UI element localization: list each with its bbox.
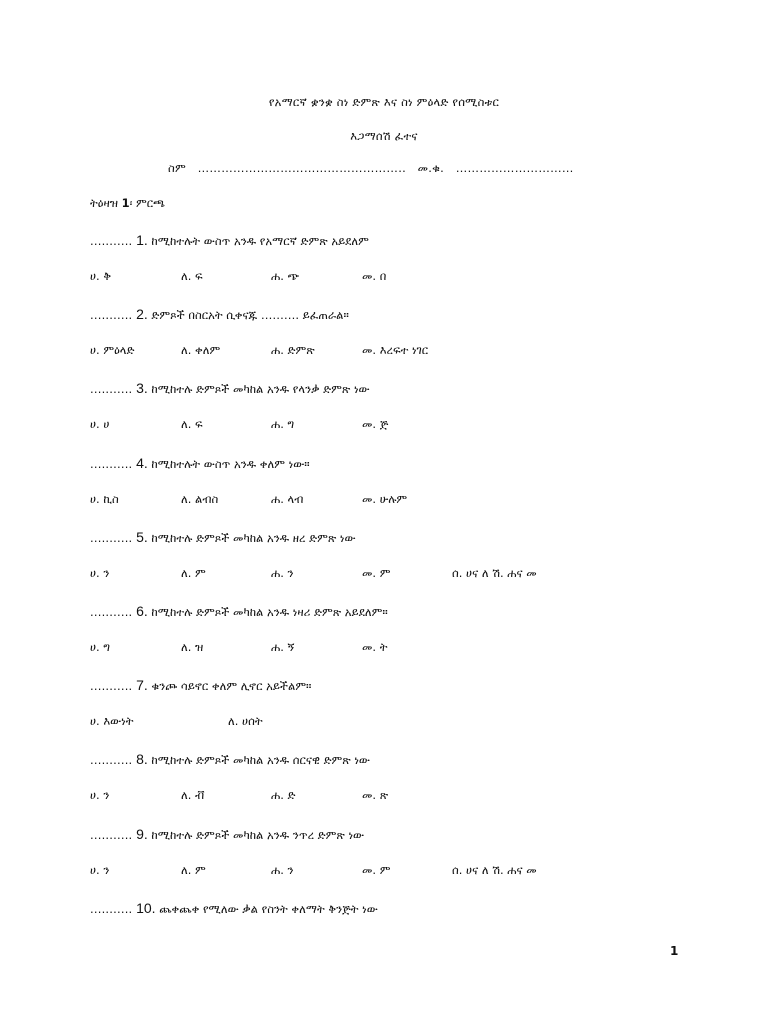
option-item[interactable]: ሀ. ኪስ: [90, 491, 119, 506]
option-item[interactable]: ለ. ፍ: [181, 269, 203, 283]
question-item: [90, 232, 369, 249]
question-item: [90, 306, 349, 323]
option-item[interactable]: ሐ. ን: [271, 565, 294, 580]
option-item[interactable]: ሀ. ን: [90, 862, 110, 877]
question-text: ከሚከተሉት ውስጥ አንዱ ቀለም ነው።: [147, 456, 310, 471]
option-item[interactable]: ሀ. ሀ: [90, 417, 110, 432]
question-item: [90, 900, 378, 917]
section-number: 1: [121, 196, 130, 210]
option-item[interactable]: ሀ. ግ: [90, 640, 110, 654]
answer-blank[interactable]: ...........: [90, 308, 133, 323]
option-item[interactable]: ሰ. ሀና ለ ሽ. ሐና መ: [452, 862, 537, 877]
option-item[interactable]: መ. ት: [362, 640, 388, 654]
question-text: ከሚከተሉ ድምጾች መካከል አንዱ ነዛሪ ድምጽ አይደለም።: [147, 605, 388, 619]
option-item[interactable]: ሐ. ኝ: [271, 640, 295, 654]
section-heading: [90, 196, 165, 211]
name-id-line: [168, 161, 574, 176]
option-item[interactable]: ሐ. ን: [271, 862, 294, 877]
option-item[interactable]: ለ. ሀሰት: [228, 714, 263, 729]
id-label: መ.ቁ.: [417, 161, 444, 175]
option-item[interactable]: መ. ጽ: [362, 788, 389, 803]
option-item[interactable]: ሀ. ን: [90, 565, 110, 580]
question-number: 7.: [136, 677, 148, 694]
option-row: [0, 566, 768, 582]
question-text: ከሚከተሉት ውስጥ አንዱ የአማርኛ ድምጽ አይደለም: [147, 234, 369, 248]
option-item[interactable]: ለ. ፍ: [181, 417, 203, 432]
question-number: 5.: [136, 528, 148, 545]
question-text: ከሚከተሉ ድምጾች መካከል አንዱ ሰርናዊ ድምጽ ነው: [147, 753, 370, 768]
option-item[interactable]: ሀ. እውነት: [90, 714, 134, 729]
question-number: 10.: [136, 899, 156, 916]
question-number: 9.: [136, 825, 148, 842]
option-row: [0, 492, 768, 508]
option-item[interactable]: ለ. ልብስ: [181, 491, 219, 506]
option-item[interactable]: ሀ. ቅ: [90, 269, 112, 283]
option-item[interactable]: መ. ም: [362, 565, 391, 580]
option-item[interactable]: ሐ. ግ: [271, 417, 295, 432]
page-number: 1: [670, 944, 679, 958]
option-item[interactable]: መ. ጅ: [362, 417, 389, 432]
question-text: ጨቀጨቀ የሚለው ቃል የስንት ቀለማት ቅንጅት ነው: [155, 901, 378, 916]
answer-blank[interactable]: ...........: [90, 234, 133, 248]
question-text: ከሚከተሉ ድምጾች መካከል አንዱ ንጥረ ድምጽ ነው: [147, 827, 365, 842]
question-number: 4.: [136, 454, 148, 471]
option-item[interactable]: ለ. ዝ: [181, 640, 204, 654]
name-blank-tail: ..: [398, 161, 406, 175]
answer-blank[interactable]: ...........: [90, 382, 133, 397]
option-item[interactable]: ለ. ቀለም: [181, 343, 221, 358]
answer-blank[interactable]: ...........: [90, 605, 133, 619]
option-item[interactable]: ሐ. ድምጽ: [271, 343, 315, 358]
question-number: 1.: [136, 232, 148, 248]
option-row: [0, 640, 768, 656]
question-item: [90, 826, 364, 843]
answer-blank[interactable]: ...........: [90, 901, 133, 916]
question-item: [90, 380, 370, 397]
option-item[interactable]: ሐ. ጭ: [271, 269, 300, 283]
answer-blank[interactable]: ...........: [90, 530, 133, 545]
option-item[interactable]: ለ. ቭ: [181, 788, 205, 803]
question-number: 6.: [136, 603, 148, 619]
id-blank: …………………………: [455, 161, 574, 175]
option-row: [0, 863, 768, 879]
question-number: 8.: [136, 751, 148, 768]
exam-subtitle: እጋማሰሽ ፈተና: [350, 129, 418, 143]
option-item[interactable]: ሰ. ሀና ለ ሽ. ሐና መ: [452, 565, 537, 580]
question-item: [90, 677, 311, 694]
option-row: [0, 788, 768, 804]
option-item[interactable]: መ. እረፍተ ነገር: [362, 343, 429, 358]
option-item[interactable]: መ. በ: [362, 269, 387, 283]
exam-title: የአማርኛ ቋንቋ ስነ ድምጽ እና ስነ ምዕላድ የሰሚስቱር: [268, 95, 500, 109]
question-item: [90, 603, 388, 620]
option-row: [0, 269, 768, 285]
option-item[interactable]: ሀ. ን: [90, 788, 110, 803]
answer-blank[interactable]: ...........: [90, 827, 133, 842]
question-text: ከሚከተሉ ድምጾች መካከል አንዱ ዘረ ድምጽ ነው: [147, 530, 356, 545]
question-item: [90, 529, 356, 546]
option-item[interactable]: ለ. ም: [181, 862, 206, 877]
answer-blank[interactable]: ...........: [90, 456, 133, 471]
section-suffix: ፡ ምርጫ: [129, 196, 165, 210]
question-text: ቁንጮ ሳይኖር ቀለም ሊኖር አይችልም።: [147, 679, 312, 694]
question-text: ከሚከተሉ ድምጾች መካከል አንዱ የላንቃ ድምጽ ነው: [147, 382, 370, 397]
section-prefix: ትዕዛዝ: [90, 196, 122, 210]
option-row: [0, 343, 768, 359]
option-item[interactable]: መ. ም: [362, 862, 391, 877]
question-text: ድምጾች በስርአት ሲቀናጁ ………. ይፈጠራል።: [147, 308, 349, 323]
name-label: ስም: [168, 161, 186, 175]
option-item[interactable]: ሐ. ድ: [271, 788, 296, 803]
question-number: 3.: [136, 380, 148, 397]
option-row: [0, 417, 768, 433]
question-item: [90, 455, 310, 472]
option-item[interactable]: መ. ሁሉም: [362, 491, 408, 506]
question-item: [90, 751, 370, 768]
option-item[interactable]: ለ. ም: [181, 565, 206, 580]
option-item[interactable]: ሐ. ላብ: [271, 491, 304, 506]
option-item[interactable]: ሀ. ምዕላድ: [90, 343, 135, 358]
question-number: 2.: [136, 306, 148, 323]
answer-blank[interactable]: ...........: [90, 753, 133, 768]
answer-blank[interactable]: ...........: [90, 679, 133, 694]
name-blank: ……………………………………………: [197, 161, 399, 175]
option-row: [0, 714, 768, 730]
